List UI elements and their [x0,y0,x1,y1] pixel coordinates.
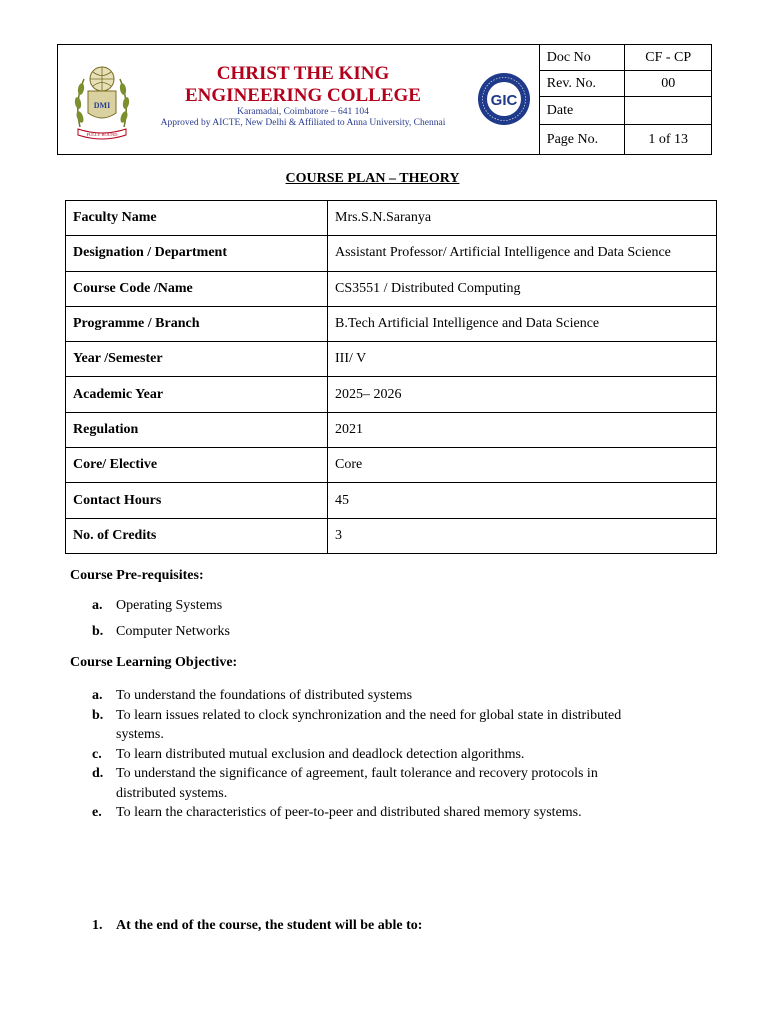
info-value: 2021 [328,412,717,447]
list-item [92,803,656,823]
table-row [66,342,717,377]
document-header [57,44,712,155]
list-text: To learn distributed mutual exclusion and deadlock detection algorithms. [116,746,525,762]
list-text: Operating Systems [116,598,223,613]
meta-label-page-no: Page No. [539,125,625,155]
table-row [66,412,717,447]
info-value: 2025– 2026 [328,377,717,412]
college-name-line2: ENGINEERING COLLEGE [185,85,421,106]
list-marker: b. [92,624,104,639]
course-info-table [65,200,717,554]
meta-value-date [625,97,712,125]
college-address-block [138,107,468,129]
info-key: Year /Semester [66,342,328,377]
list-text: To understand the foundations of distributed systems [116,688,413,703]
college-logo-block [58,45,540,155]
seal-text: GIC [490,92,518,109]
prerequisites-list [92,596,230,648]
course-outcome-heading [92,918,422,934]
list-item [92,686,656,706]
list-marker: c. [92,746,102,762]
info-key: Contact Hours [66,483,328,518]
list-item [92,764,656,803]
info-key: Programme / Branch [66,306,328,341]
info-value: B.Tech Artificial Intelligence and Data Science [328,306,717,341]
outcome-marker: 1. [92,918,103,933]
meta-label-doc-no: Doc No [539,45,625,71]
table-row [66,518,717,553]
objectives-list [92,686,656,823]
info-value: Core [328,448,717,483]
info-value: CS3551 / Distributed Computing [328,271,717,306]
crest-ribbon-text: FULLY BOUND [86,132,118,137]
list-text: To learn issues related to clock synchronization and the need for global state in distributed systems. [116,707,622,742]
college-name-line1: CHRIST THE KING [216,63,390,84]
table-row [66,201,717,236]
info-value: 45 [328,483,717,518]
table-row [66,236,717,271]
list-item [92,596,230,615]
info-value: Mrs.S.N.Saranya [328,201,717,236]
list-marker: b. [92,707,104,723]
list-item [92,622,230,641]
info-key: Academic Year [66,377,328,412]
info-value: III/ V [328,342,717,377]
crest-text: DMI [93,101,111,110]
info-key: Designation / Department [66,236,328,271]
page-title: COURSE PLAN – THEORY [285,171,460,186]
info-value: 3 [328,518,717,553]
info-key: Course Code /Name [66,271,328,306]
list-marker: a. [92,688,103,703]
list-item [92,706,656,745]
list-marker: a. [92,598,103,613]
info-key: Faculty Name [66,201,328,236]
meta-label-date: Date [539,97,625,125]
table-row [66,306,717,341]
objectives-heading: Course Learning Objective: [70,655,238,670]
college-address: Karamadai, Coimbatore – 641 104 [237,107,369,117]
meta-value-page-no: 1 of 13 [625,125,712,155]
list-marker: d. [92,766,104,781]
list-text: Computer Networks [116,624,230,639]
info-key: Core/ Elective [66,448,328,483]
meta-value-doc-no: CF - CP [625,45,712,71]
college-approval: Approved by AICTE, New Delhi & Affiliated to Anna University, Chennai [160,118,446,128]
list-text: To understand the significance of agreement, fault tolerance and recovery protocols in distributed systems. [116,766,598,801]
list-text: To learn the characteristics of peer-to-peer and distributed shared memory systems. [116,805,582,820]
meta-label-rev-no: Rev. No. [539,71,625,97]
table-row [66,377,717,412]
certification-seal-icon [476,71,532,127]
college-crest-icon [70,57,134,143]
list-marker: e. [92,805,102,820]
table-row [66,271,717,306]
meta-value-rev-no: 00 [625,71,712,97]
table-row [66,448,717,483]
info-key: Regulation [66,412,328,447]
table-row [66,483,717,518]
prerequisites-heading: Course Pre-requisites: [70,568,204,583]
outcome-text: At the end of the course, the student will be able to: [116,918,423,933]
info-value: Assistant Professor/ Artificial Intelligence and Data Science [328,236,717,271]
info-key: No. of Credits [66,518,328,553]
list-item [92,745,656,765]
college-name [158,63,448,107]
